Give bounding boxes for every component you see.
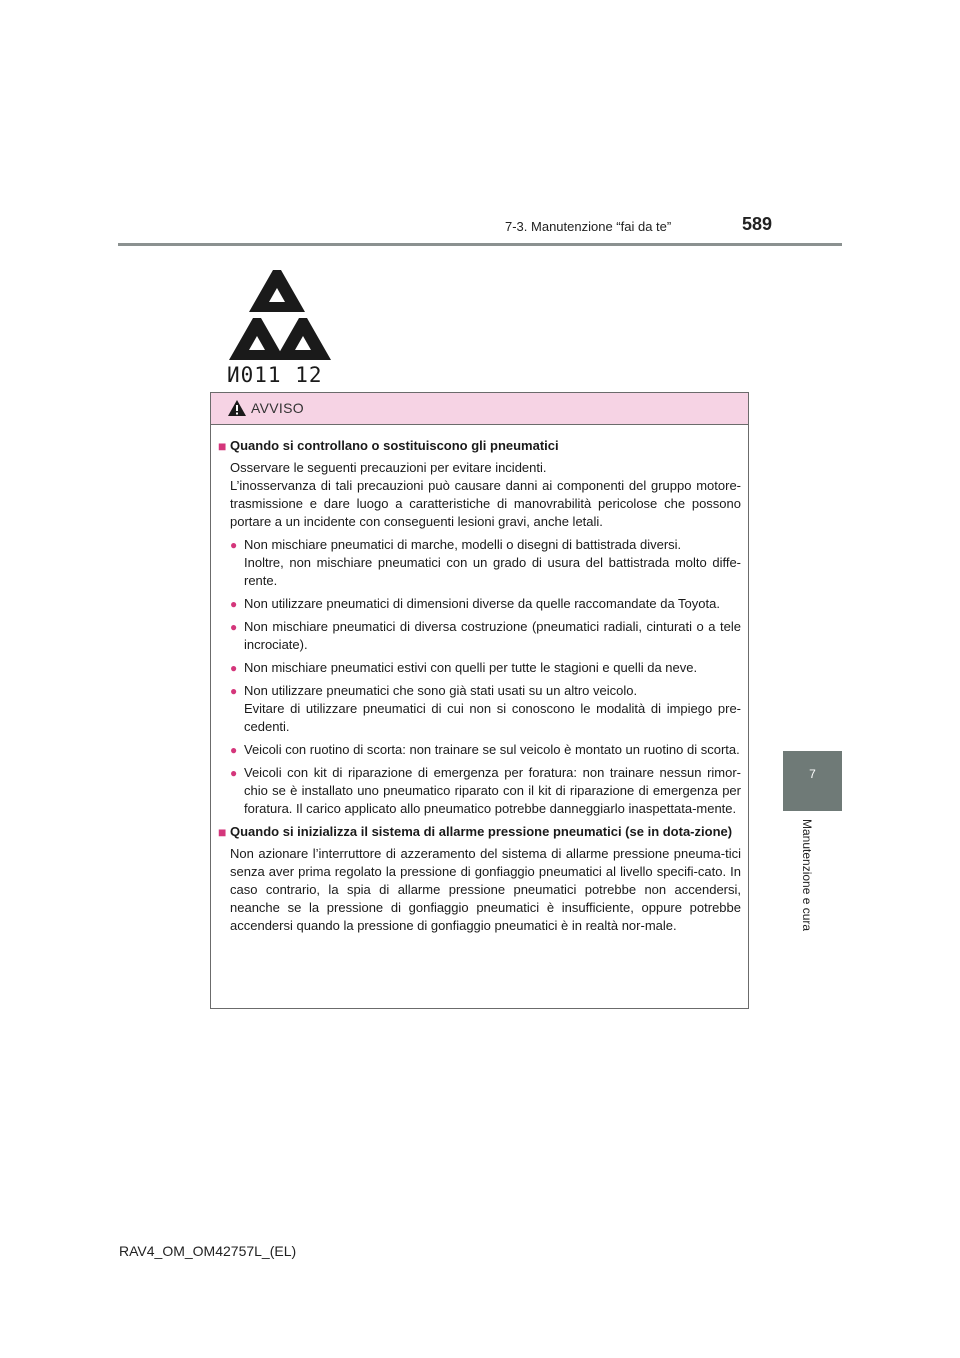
list-item — [230, 682, 741, 736]
warning-section-title — [218, 823, 741, 841]
bullet-text: Non utilizzare pneumatici di dimensioni diverse da quelle raccomandate da Toyota. — [244, 596, 720, 611]
tire-approval-emblem — [225, 266, 335, 386]
list-item — [230, 595, 741, 613]
section-paragraph — [230, 459, 741, 531]
bullet-dot-icon: ● — [230, 597, 238, 611]
document-code: RAV4_OM_OM42757L_(EL) — [119, 1243, 297, 1259]
bullet-text: Non utilizzare pneumatici che sono già stati usati su un altro veicolo. — [244, 683, 638, 698]
bullet-text: Evitare di utilizzare pneumatici di cui non si conoscono le modalità di impiego pre-cedenti. — [244, 701, 741, 734]
chapter-side-label — [770, 819, 856, 1009]
section-title-text: Quando si controllano o sostituiscono gli pneumatici — [230, 438, 559, 453]
section-title-text: Quando si inizializza il sistema di allarme pressione pneumatici (se in dota-zione) — [230, 824, 733, 839]
chapter-number: 7 — [809, 767, 816, 781]
page-number: 589 — [742, 214, 773, 234]
bullet-dot-icon: ● — [230, 538, 238, 552]
emblem-code: И011 12 — [227, 363, 323, 386]
tire-approval-triangles-icon — [225, 266, 335, 386]
warning-section-title — [218, 437, 741, 455]
warning-box — [210, 392, 749, 1009]
chapter-label-text: Manutenzione e cura — [800, 819, 814, 932]
bullet-dot-icon: ● — [230, 661, 238, 675]
list-item — [230, 659, 741, 677]
header-divider — [118, 243, 842, 246]
section-square-icon: ■ — [218, 438, 227, 454]
bullet-text: Veicoli con kit di riparazione di emergenza per foratura: non trainare nessun rimor-chio se è installato uno pneumatico riparato con il kit di riparazione di emergenza per foratura. Il carico applicato allo pneumatico potrebbe danneggiarlo inaspettata-mente. — [244, 765, 741, 816]
header-section-title: 7-3. Manutenzione “fai da te” — [505, 219, 672, 234]
bullet-text: Non mischiare pneumatici di marche, modelli o disegni di battistrada diversi. — [244, 537, 682, 552]
bullet-dot-icon: ● — [230, 684, 238, 698]
paragraph-line: Osservare le seguenti precauzioni per evitare incidenti. — [230, 460, 547, 475]
warning-header — [211, 393, 748, 425]
section-paragraph — [230, 845, 741, 935]
list-item — [230, 618, 741, 654]
bullet-dot-icon: ● — [230, 766, 238, 780]
warning-body — [211, 425, 748, 935]
bullet-dot-icon: ● — [230, 620, 238, 634]
bullet-text: Veicoli con ruotino di scorta: non trainare se sul veicolo è montato un ruotino di scorta. — [244, 742, 740, 757]
warning-title: AVVISO — [251, 400, 304, 416]
warning-triangle-icon — [227, 399, 247, 417]
bullet-text: Non mischiare pneumatici estivi con quelli per tutte le stagioni e quelli da neve. — [244, 660, 698, 675]
bullet-text: Inoltre, non mischiare pneumatici con un grado di usura del battistrada molto diffe-rente. — [244, 555, 741, 588]
bullet-text: Non mischiare pneumatici di diversa costruzione (pneumatici radiali, cinturati o a tele incrociate). — [244, 619, 741, 652]
bullet-dot-icon: ● — [230, 743, 238, 757]
paragraph-line: L’inosservanza di tali precauzioni può causare danni ai componenti del gruppo motore-trasmissione e dare luogo a caratteristiche di manovrabilità pericolose che possono portare a un incidente con conseguenti lesioni gravi, anche letali. — [230, 478, 741, 529]
paragraph-line: Non azionare l’interruttore di azzeramento del sistema di allarme pressione pneuma-tici senza aver prima regolato la pressione di gonfiaggio pneumatici al livello specifi-cato. In caso contrario, la spia di allarme pressione pneumatici potrebbe non accendersi, neanche se la pressione di gonfiaggio pneumatici è insufficiente, oppure potrebbe accendersi quando la pressione di gonfiaggio pneumatici è in realtà nor-male. — [230, 846, 741, 933]
section-square-icon: ■ — [218, 824, 227, 840]
list-item — [230, 764, 741, 818]
list-item — [230, 741, 741, 759]
list-item — [230, 536, 741, 590]
chapter-tab[interactable] — [783, 751, 842, 811]
